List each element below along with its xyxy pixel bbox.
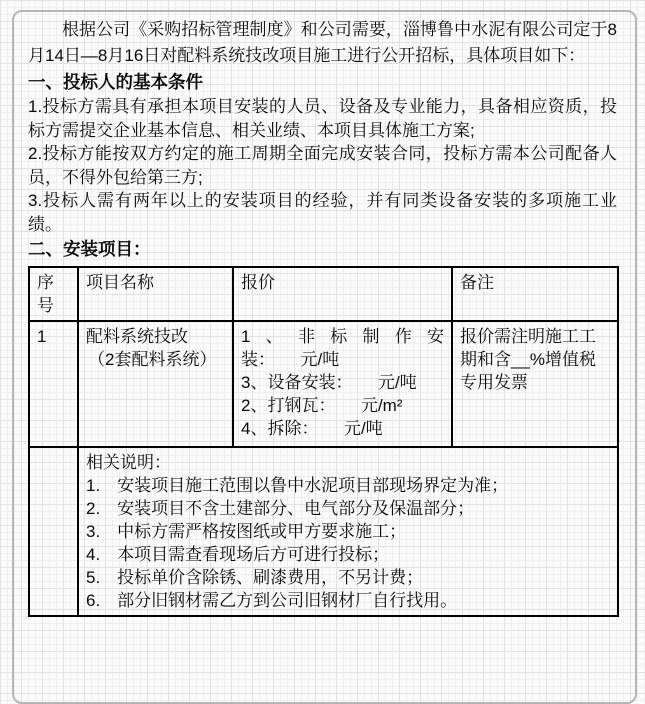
section2-heading: 二、安装项目：: [28, 239, 151, 259]
bidder-requirement-1: 1.投标方需具有承担本项目安装的人员、设备及专业能力，具备相应资质，投标方需提交企业基本信息、相关业绩、本项目具体施工方案;: [28, 97, 617, 140]
note-item-1: 1. 安装项目施工范围以鲁中水泥项目部现场界定为准；: [86, 476, 509, 495]
table-row-project-1: [29, 321, 618, 447]
cell-remark: 报价需注明施工工期和含__%增值税专用发票: [452, 321, 618, 447]
quote-line-5: 4、拆除： 元/吨: [241, 419, 383, 438]
intro-paragraph: 根据公司《采购招标管理制度》和公司需要，淄博鲁中水泥有限公司定于8月14日—8月16日对配料系统技改项目施工进行公开招标，具体项目如下：: [28, 20, 617, 65]
note-item-6: 6. 部分旧钢材需乙方到公司旧钢材厂自行找用。: [86, 591, 458, 610]
cell-project-name: [78, 321, 233, 447]
bidder-requirement-2: 2.投标方能按双方约定的施工周期全面完成安装合同，投标方需本公司配备人员，不得外包给第三方;: [28, 144, 617, 187]
table-row-notes: [29, 447, 618, 616]
installation-projects-table: [28, 266, 619, 617]
project-name-line-2: （2套配料系统）: [88, 350, 217, 369]
cell-notes: [78, 447, 618, 616]
section1-heading: 一、投标人的基本条件: [28, 72, 203, 92]
note-item-5: 5. 投标单价含除锈、刷漆费用，不另计费；: [86, 568, 424, 587]
quote-line-1: 1、非标制作安: [241, 327, 444, 346]
column-header-quote: 报价: [233, 267, 452, 321]
quote-line-3: 3、设备安装： 元/吨: [241, 373, 417, 392]
project-name-line-1: 配料系统技改: [86, 327, 188, 346]
note-item-2: 2. 安装项目不含土建部分、电气部分及保温部分；: [86, 499, 475, 518]
table-header-row: [29, 267, 618, 321]
note-item-4: 4. 本项目需查看现场后方可进行投标；: [86, 545, 390, 564]
notes-title: 相关说明：: [86, 453, 171, 472]
quote-line-2: 装： 元/吨: [241, 350, 340, 369]
column-header-serial-no: 序号: [29, 267, 78, 321]
quote-line-4: 2、打钢瓦： 元/m²: [241, 396, 403, 415]
cell-notes-empty: [29, 447, 78, 616]
document-content: [28, 17, 617, 617]
column-header-project-name: 项目名称: [78, 267, 233, 321]
cell-quote: [233, 321, 452, 447]
bidder-requirement-3: 3.投标人需有两年以上的安装项目的经验，并有同类设备安装的多项施工业绩。: [28, 191, 617, 234]
cell-serial-no: 1: [29, 321, 78, 447]
column-header-remark: 备注: [452, 267, 618, 321]
note-item-3: 3. 中标方需严格按图纸或甲方要求施工；: [86, 522, 407, 541]
